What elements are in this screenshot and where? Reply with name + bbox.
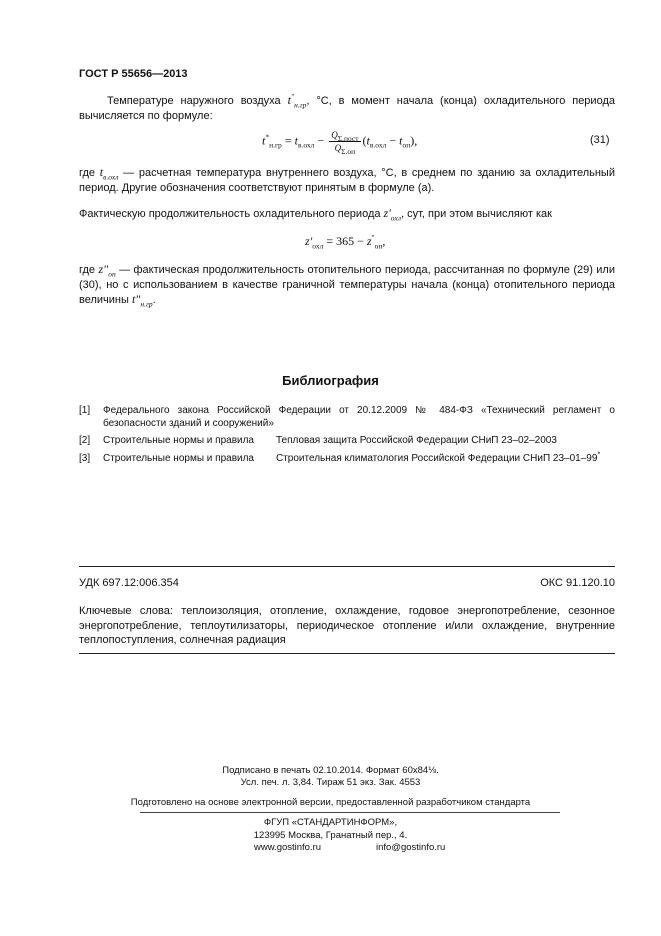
publisher-address: 123995 Москва, Гранатный пер., 4.	[253, 830, 408, 841]
paragraph-temperature-intro: Температуре наружного воздуха $t^"_{н.гр}$, °С, в момент начала (конца) охладительного периода вычисляется по формуле:	[79, 92, 615, 122]
bib-item-type: Строительные нормы и правила	[103, 435, 254, 446]
divider-top	[79, 566, 615, 567]
imprint-divider	[140, 812, 560, 813]
bib-item-title: Строительная климатология Российской Федерации СНиП 23–01–99*	[276, 449, 601, 464]
bib-item-text: Федерального закона Российской Федерации от 20.12.2009 № 484-ФЗ «Технический регламент о безопасности зданий и сооружений»	[103, 405, 615, 429]
bib-item-type: Строительные нормы и правила	[103, 453, 254, 464]
bib-item-title: Тепловая защита Российской Федерации СНиП 23–02–2003	[276, 435, 557, 446]
bib-item-number: [2]	[79, 435, 91, 446]
paragraph-where-t: где $t_{в.охл}$ — расчетная температура внутреннего воздуха, °С, в среднем по зданию за охладительный период. Другие обозначения соответствуют принятым в формуле (а).	[79, 165, 615, 194]
paragraph-cooling-duration: Фактическую продолжительность охладительного периода $z'_{охл}$, сут, при этом вычисляют как	[79, 206, 552, 223]
symbol-t-boundary: $t"_{н.гр}$	[131, 292, 153, 309]
bibliography-title: Библиография	[282, 373, 379, 388]
imprint-print-run: Усл. печ. л. 3,84. Тираж 51 экз. Зак. 4553	[240, 777, 421, 788]
formula-number-31: (31)	[590, 134, 610, 146]
keywords: Ключевые слова: теплоизоляция, отопление, охлаждение, годовое энергопотребление, сезонное энергопотребление, теплоутилизаторы, периодическое отопление и/или охлаждение, внутренние теплопоступления, солнечная радиация	[79, 605, 615, 646]
document-code: ГОСТ Р 55656—2013	[79, 68, 188, 80]
imprint-source-note: Подготовлено на основе электронной версии, предоставленной разработчиком стандарта	[130, 797, 531, 808]
symbol-t-indoor: $t_{в.охл}$	[99, 165, 119, 182]
paragraph-where-z: где $z"_{оп}$ — фактическая продолжительность отопительного периода, рассчитанная по формуле (29) или (30), но с использованием в качестве граничной температуры начала (конца) отопительного периода величины $t"_{н.гр}$.	[79, 262, 615, 309]
fraction-q: $\frac{Q_{\Sigma.пост}}{Q_{\Sigma.оп}}$	[331, 130, 359, 156]
formula-31: $t^*_{н.гр} = t_{в.охл}$ − $\frac{Q_{\Sigma.пост}}{Q_{\Sigma.оп}}$ $(t_{в.охл} - t_{оп})$,	[262, 130, 418, 156]
publisher-name: ФГУП «СТАНДАРТИНФОРМ»,	[263, 817, 398, 828]
symbol-z-cooling: $z'_{охл}$	[383, 206, 401, 223]
oks-code: ОКС 91.120.10	[540, 577, 615, 589]
footnote-mark: *	[597, 449, 601, 459]
symbol-z-heating: $z"_{оп}$	[98, 262, 116, 279]
udk-code: УДК 697.12:006.354	[79, 577, 179, 589]
symbol-t-outdoor: $t^"_{н.гр}$	[287, 92, 307, 110]
publisher-email: info@gostinfo.ru	[376, 842, 446, 853]
publisher-website: www.gostinfo.ru	[254, 842, 322, 853]
divider-bottom	[79, 653, 615, 654]
bib-item-number: [1]	[79, 405, 91, 416]
bib-item-number: [3]	[79, 453, 91, 464]
imprint-signed: Подписано в печать 02.10.2014. Формат 60х84⅛.	[222, 765, 439, 776]
formula-z-cooling: $z'_{охл} = 365 - z^"_{оп}$,	[305, 233, 386, 251]
